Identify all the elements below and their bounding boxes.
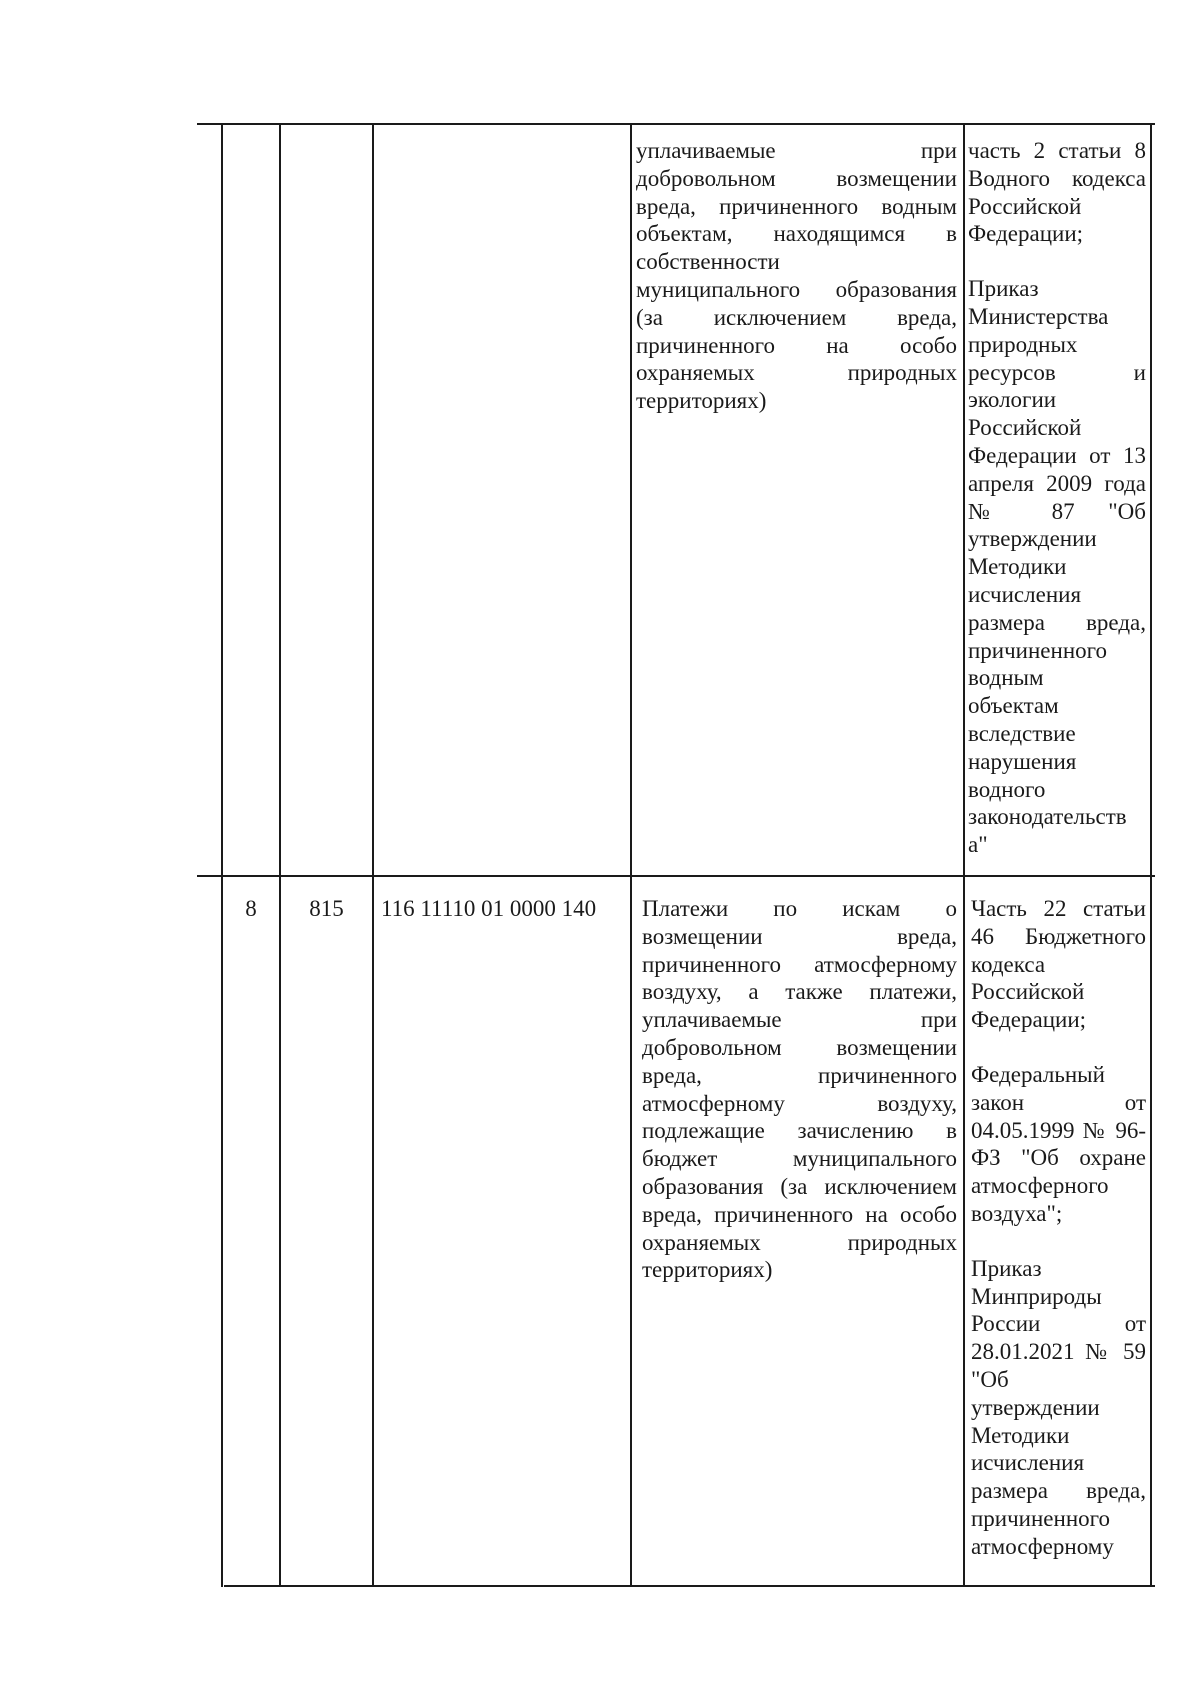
row2-admin-code-cell: 815 (309, 896, 344, 921)
column-divider-1 (279, 123, 281, 1587)
row2-kbk-code-cell: 116 11110 01 0000 140 (381, 896, 597, 921)
column-divider-3 (630, 123, 632, 1587)
row2-legal-basis-cell: Часть 22 статьи 46 Бюджетного кодекса Российской Федерации; Федеральный закон от 04.05.1999 № 96- ФЗ "Об охране атмосферного воздуха"; Приказ Минприроды России от 28.01.2021 № 59 "Об утверждении Методики исчисления размера вреда, причиненного атмосферному (971, 896, 1146, 1559)
row2-number-cell: 8 (245, 896, 257, 921)
table-top-border (197, 123, 1155, 125)
column-divider-4 (963, 123, 965, 1587)
table-right-border (1150, 123, 1152, 1587)
table-bottom-border (224, 1585, 1155, 1587)
column-divider-2 (372, 123, 374, 1587)
table-left-border (221, 123, 223, 1587)
row-divider (197, 875, 1155, 877)
row1-legal-basis-cell: часть 2 статьи 8 Водного кодекса Российской Федерации; Приказ Министерства природных ресурсов и экологии Российской Федерации от 13 апреля 2009 года № 87 "Об утверждении Методики исчисления размера вреда, причиненного водным объектам вследствие нарушения водного законодательств а" (968, 138, 1146, 858)
row1-description-cell: уплачиваемые при добровольном возмещении вреда, причиненного водным объектам, находящимся в собственности муниципального образования (за исключением вреда, причиненного на особо охраняемых природных территориях) (636, 138, 957, 414)
row2-description-cell: Платежи по искам о возмещении вреда, причиненного атмосферному воздуху, а также платежи, уплачиваемые при добровольном возмещении вреда, причиненного атмосферному воздуху, подлежащие зачислению в бюджет муниципального образования (за исключением вреда, причиненного на особо охраняемых природных территориях) (642, 896, 957, 1283)
